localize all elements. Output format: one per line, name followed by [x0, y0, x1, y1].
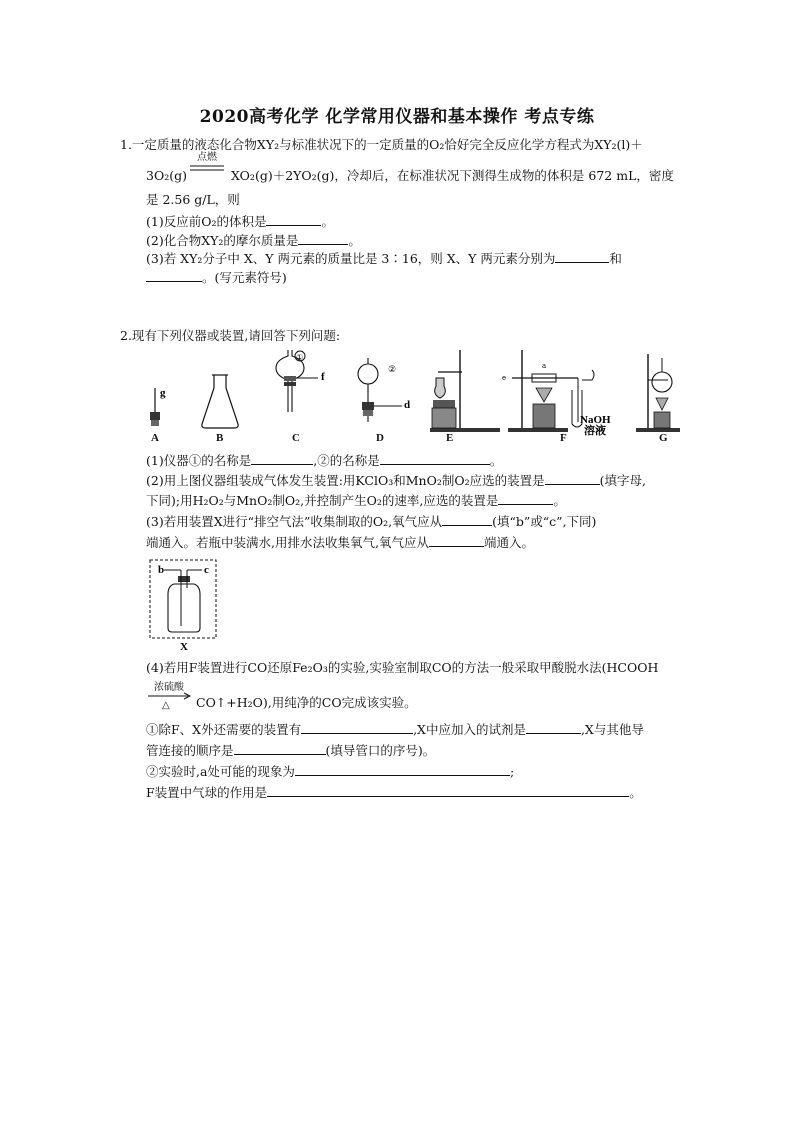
- apparatus-g: [636, 354, 680, 432]
- apparatus-x: [150, 560, 220, 653]
- q2-s4-1: [146, 721, 644, 738]
- q1-sub1: [146, 213, 334, 230]
- q2-s4-2-text-a: ②实验时,a处可能的现象为: [146, 764, 295, 779]
- q2-s3-blank-1[interactable]: [442, 513, 492, 526]
- q2-s3-text-b: (填“b”或“c”,下同): [492, 514, 597, 529]
- q2-s3: [146, 513, 596, 530]
- apparatus-d: [358, 358, 410, 422]
- q2-s2-text-c: 下同);用H₂O₂与MnO₂制O₂,并控制产生O₂的速率,应选的装置是: [146, 493, 499, 508]
- label-d: D: [376, 432, 384, 444]
- q2-s4-cond-top: 浓硫酸: [154, 682, 184, 693]
- q2-s4-1-text-b: ,X中应加入的试剂是: [413, 722, 526, 737]
- q1-condition: 点燃: [197, 152, 217, 163]
- mark-circle1: ①: [296, 353, 304, 362]
- q2-s4-3: [146, 784, 642, 801]
- x-mark-c: c: [204, 564, 209, 576]
- q1-line2-right: XO₂(g)＋2YO₂(g)，冷却后，在标准状况下测得生成物的体积是 672 mL，密度: [231, 168, 674, 183]
- q2-s4-1-text-c: ,X与其他导: [580, 722, 644, 737]
- q1-line3: 是 2.56 g/L，则: [146, 192, 240, 207]
- q1-sub1-text: (1)反应前O₂的体积是: [146, 214, 267, 229]
- q2-s2-text-b: (填字母,: [599, 473, 646, 488]
- q2-s3-blank-2[interactable]: [429, 534, 484, 547]
- q2-s3-text-a: (3)若用装置X进行“排空气法”收集制取的O₂,氧气应从: [146, 514, 443, 529]
- q2-s2-line2: [146, 492, 566, 509]
- q1-equals-arrow: [190, 165, 224, 173]
- mark-d: d: [404, 399, 411, 411]
- q2-s1-blank-1[interactable]: [251, 452, 313, 465]
- apparatus-b: [202, 375, 238, 428]
- q2-s4-1-text-d: 管连接的顺序是: [146, 743, 234, 758]
- page-title: 2020高考化学 化学常用仪器和基本操作 考点专练: [199, 107, 595, 127]
- x-mark-b: b: [158, 564, 165, 576]
- mark-solution: 溶液: [584, 425, 606, 437]
- q2-s1-blank-2[interactable]: [380, 452, 490, 465]
- q1-line1: 1.一定质量的液态化合物XY₂与标准状况下的一定质量的O₂恰好完全反应化学方程式为XY₂(l)＋: [120, 137, 643, 152]
- q2-s4-1-blank-3[interactable]: [234, 742, 326, 755]
- q2-s2: [146, 472, 646, 489]
- q1-sub2-end: 。: [348, 233, 361, 248]
- q1-sub3: [146, 250, 622, 267]
- q1-sub1-end: 。: [321, 214, 334, 229]
- label-e: E: [446, 432, 454, 444]
- q1-sub3-end: 。(写元素符号): [202, 270, 287, 285]
- q2-s1-text-a: (1)仪器①的名称是: [146, 453, 252, 468]
- q2-s4-2: [146, 763, 514, 780]
- apparatus-f: [502, 350, 611, 437]
- q2-s2-text-a: (2)用上图仪器组装成气体发生装置:用KClO₃和MnO₂制O₂应选的装置是: [146, 473, 545, 488]
- mark-f: f: [321, 371, 325, 383]
- apparatus-a: [150, 387, 166, 426]
- label-f: F: [560, 432, 567, 444]
- q2-s4-1-text-a: ①除F、X外还需要的装置有: [146, 722, 302, 737]
- q1-sub3-blank-1[interactable]: [555, 250, 609, 263]
- q2-s4-2-blank[interactable]: [295, 763, 510, 776]
- q1-sub3-and: 和: [609, 251, 622, 266]
- mark-e: e: [502, 374, 507, 382]
- mark-naoh: NaOH: [580, 414, 611, 426]
- q2-s4-cond-bottom: △: [162, 700, 170, 711]
- q2-s4-1-text-e: (填导管口的序号)。: [325, 743, 436, 758]
- q1-sub1-blank[interactable]: [266, 213, 321, 226]
- mark-a: a: [542, 362, 547, 370]
- q2-s1-text-b: ,②的名称是: [313, 453, 380, 468]
- q2-s4-3-text-a: F装置中气球的作用是: [146, 785, 268, 800]
- q1-sub3-text: (3)若 XY₂分子中 X、Y 两元素的质量比是 3∶16，则 X、Y 两元素分别为: [146, 251, 556, 266]
- q1-line2-left: 3O₂(g): [146, 168, 187, 183]
- apparatus-c: [276, 350, 325, 412]
- apparatus-figure: [140, 350, 680, 445]
- q1-sub2-blank[interactable]: [298, 232, 348, 245]
- q1-sub3-blank-2[interactable]: [146, 269, 202, 282]
- q1-sub3-line2: [146, 269, 287, 286]
- q2-s4-1-line2: [146, 742, 435, 759]
- label-b: B: [216, 432, 224, 444]
- label-c: C: [292, 432, 300, 444]
- apparatus-e: [430, 350, 500, 432]
- q2-s4-3-end: 。: [629, 785, 642, 800]
- q2-s4-arrow: [148, 693, 192, 699]
- q2-s2-blank-2[interactable]: [498, 492, 553, 505]
- q2-s1: [146, 452, 502, 469]
- q2-s2-end: 。: [553, 493, 566, 508]
- q1-sub2-text: (2)化合物XY₂的摩尔质量是: [146, 233, 299, 248]
- q2-s4-3-blank[interactable]: [267, 784, 629, 797]
- x-label: X: [180, 641, 188, 653]
- mark-g: g: [160, 387, 166, 399]
- q2-s3-text-c: 端通入。若瓶中装满水,用排水法收集氧气,氧气应从: [146, 535, 429, 550]
- q2-s4: (4)若用F装置进行CO还原Fe₂O₃的实验,实验室制取CO的方法一般采取甲酸脱水法(HCOOH: [146, 660, 659, 675]
- label-a: A: [151, 432, 159, 444]
- q2-s4-1-blank-1[interactable]: [301, 721, 413, 734]
- q2-s4-line2: CO↑+H₂O),用纯净的CO完成该实验。: [196, 695, 417, 710]
- q2-s4-1-blank-2[interactable]: [526, 721, 581, 734]
- q2-s4-2-end: ;: [509, 764, 515, 779]
- q2-intro: 2.现有下列仪器或装置,请回答下列问题:: [120, 328, 341, 343]
- q2-s1-end: 。: [489, 453, 503, 468]
- label-g: G: [659, 432, 668, 444]
- q2-s3-line2: [146, 534, 534, 551]
- q2-s2-blank-1[interactable]: [545, 472, 600, 485]
- q2-s3-end: 端通入。: [483, 535, 534, 550]
- mark-circle2: ②: [388, 365, 397, 375]
- q1-sub2: [146, 232, 361, 249]
